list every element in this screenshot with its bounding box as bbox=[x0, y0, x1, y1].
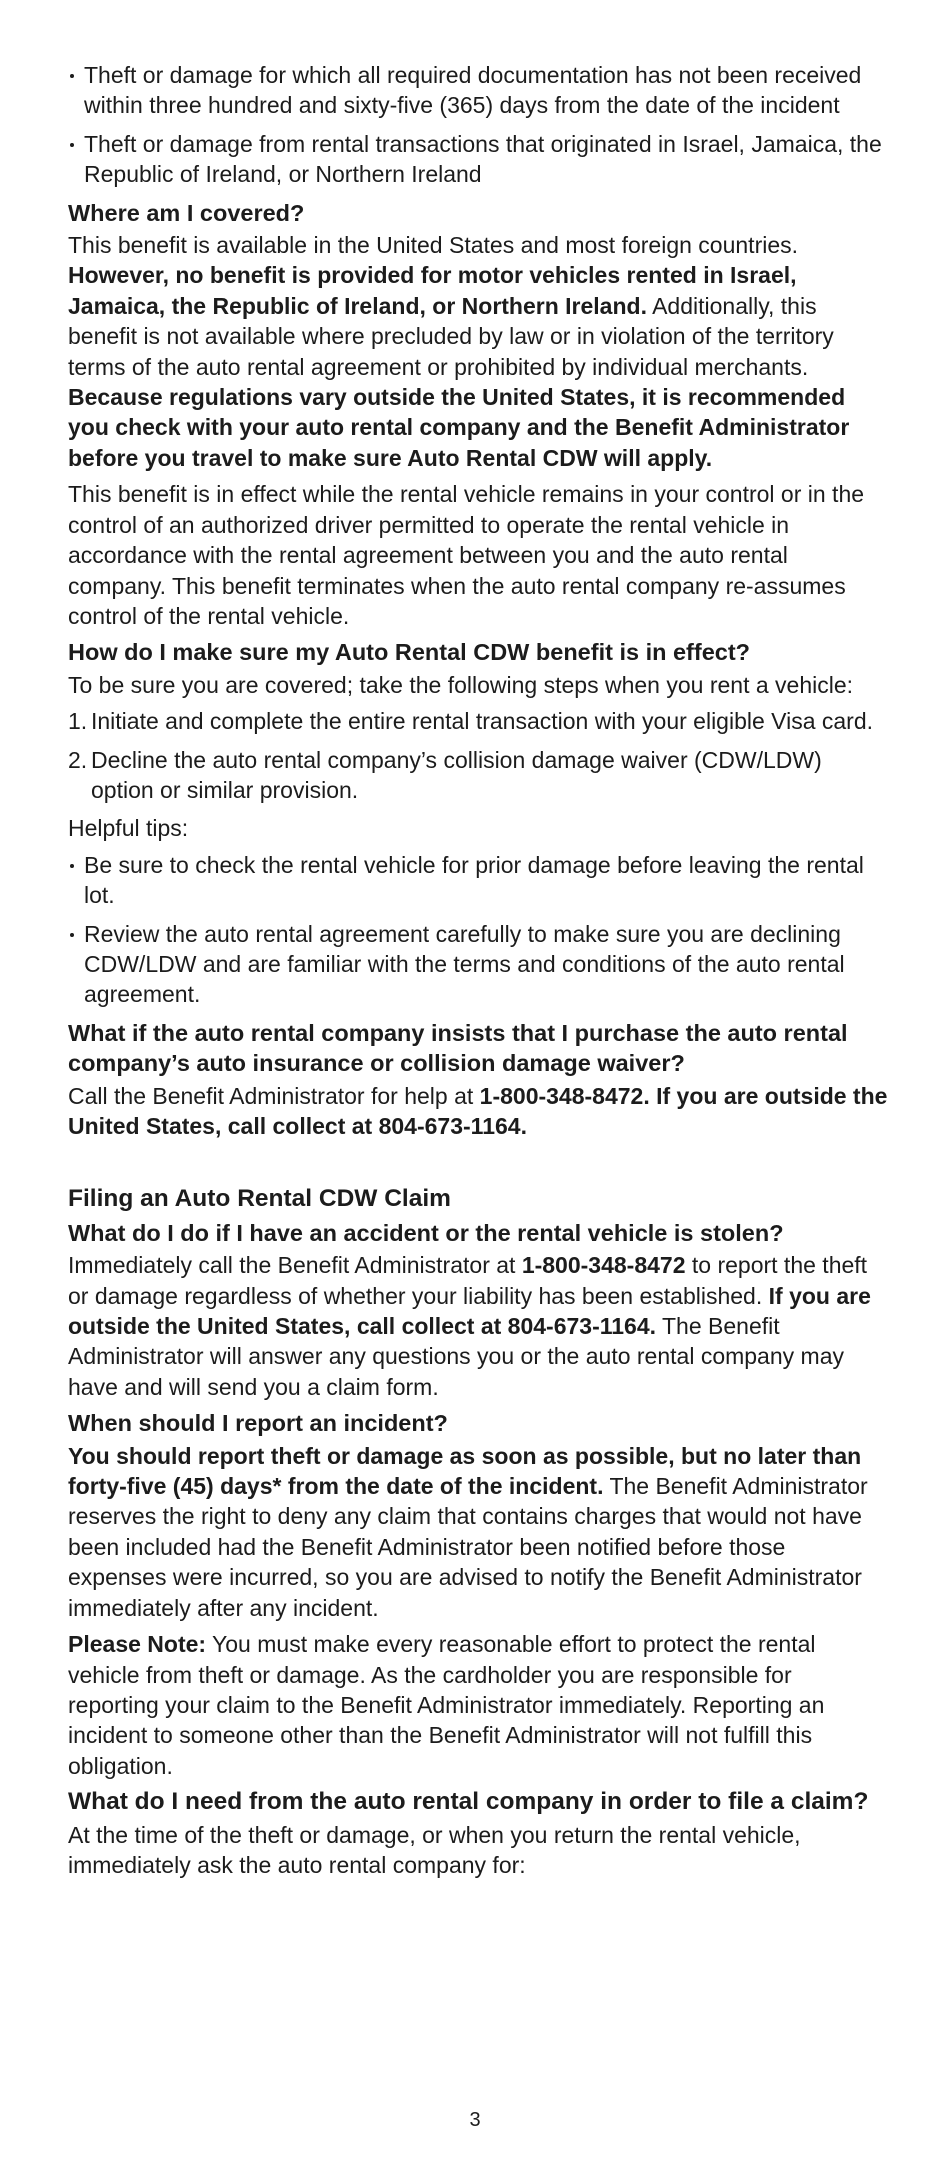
text-run: You must make every reasonable effort to protect the rental vehicle from theft or damage. As the cardholder you are responsible for reporting your claim to the Benefit Administrator immediately. Reporting an incident to someone other than the Benefit Administrator will not fulfill this obligation. bbox=[68, 1631, 825, 1779]
text-run: to report the theft or damage regardless of whether your liability has been established. bbox=[68, 1252, 868, 1309]
text-run: Immediately call the Benefit Administrator at bbox=[68, 1252, 522, 1279]
accident-paragraph bbox=[68, 1250, 888, 1402]
in-effect-intro: To be sure you are covered; take the following steps when you rent a vehicle: bbox=[68, 671, 854, 698]
text-run: Call the Benefit Administrator for help at bbox=[68, 1082, 480, 1109]
in-effect-heading: How do I make sure my Auto Rental CDW benefit is in effect? bbox=[68, 639, 751, 666]
where-covered-paragraph bbox=[68, 230, 888, 473]
list-item: Theft or damage for which all required documentation has not been received within three hundred and sixty-five (365) days from the date of the incident bbox=[68, 60, 888, 121]
accident-heading: What do I do if I have an accident or the rental vehicle is stolen? bbox=[68, 1219, 784, 1246]
note-label: Please Note: bbox=[68, 1631, 207, 1658]
bold-text-run: You should report theft or damage as soon as possible, but no later than forty-five (45) days* from the date of the incident. bbox=[68, 1442, 862, 1500]
benefit-in-effect-paragraph: This benefit is in effect while the rental vehicle remains in your control or in the control of an authorized driver permitted to operate the rental vehicle in accordance with the rental agreement between you and the auto rental company. This benefit terminates when the auto rental company re-assumes control of the rental vehicle. bbox=[68, 481, 865, 629]
phone-number: 1-800-348-8472 bbox=[521, 1252, 686, 1279]
step-number: 1. bbox=[68, 708, 88, 735]
text-run: The Benefit Administrator will answer any questions you or the auto rental company may have and will send you a claim form. bbox=[68, 1313, 844, 1400]
text-run: This benefit is available in the United States and most foreign countries. bbox=[68, 232, 799, 259]
list-item: Review the auto rental agreement carefully to make sure you are declining CDW/LDW and are familiar with the terms and conditions of the auto rental agreement. bbox=[68, 919, 888, 1010]
steps-list bbox=[68, 706, 888, 805]
please-note-paragraph bbox=[68, 1629, 888, 1781]
page-number: 3 bbox=[469, 2109, 481, 2131]
exclusions-list bbox=[68, 60, 888, 190]
insists-heading: What if the auto rental company insists that I purchase the auto rental company’s auto insurance or collision damage waiver? bbox=[68, 1019, 848, 1077]
list-item: Theft or damage from rental transactions that originated in Israel, Jamaica, the Republic of Ireland, or Northern Ireland bbox=[68, 129, 888, 190]
document-page bbox=[68, 60, 888, 1886]
bold-text-run: 1-800-348-8472. If you are outside the United States, call collect at 804-673-1164. bbox=[68, 1082, 888, 1139]
insists-paragraph bbox=[68, 1081, 888, 1142]
list-item: Be sure to check the rental vehicle for prior damage before leaving the rental lot. bbox=[68, 850, 888, 911]
list-item bbox=[68, 706, 888, 736]
text-run: Additionally, this benefit is not available where precluded by law or in violation of the territory terms of the auto rental agreement or prohibited by individual merchants. bbox=[68, 292, 834, 380]
bold-text-run: Because regulations vary outside the United States, it is recommended you check with your auto rental company and the Benefit Administrator before you travel to make sure Auto Rental CDW will apply. bbox=[68, 384, 850, 471]
bold-text-run: If you are outside the United States, call collect at 804-673-1164. bbox=[68, 1282, 871, 1340]
list-item bbox=[68, 745, 888, 806]
text-run: The Benefit Administrator reserves the right to deny any claim that contains charges that would not have been included had the Benefit Administrator been notified before those expenses were incurred, so you are advised to notify the Benefit Administrator immediately after any incident. bbox=[68, 1473, 868, 1621]
filing-section-title: Filing an Auto Rental CDW Claim bbox=[68, 1185, 451, 1213]
helpful-tips-label: Helpful tips: bbox=[68, 815, 189, 842]
need-paragraph: At the time of the theft or damage, or when you return the rental vehicle, immediately ask the auto rental company for: bbox=[68, 1821, 801, 1878]
report-heading: When should I report an incident? bbox=[68, 1410, 448, 1437]
tips-list bbox=[68, 850, 888, 1010]
step-text: Initiate and complete the entire rental transaction with your eligible Visa card. bbox=[91, 708, 874, 735]
need-heading: What do I need from the auto rental company in order to file a claim? bbox=[68, 1788, 869, 1816]
step-text: Decline the auto rental company’s collision damage waiver (CDW/LDW) option or similar provision. bbox=[91, 746, 822, 803]
section-spacer bbox=[68, 1147, 888, 1181]
report-paragraph bbox=[68, 1441, 888, 1623]
where-covered-heading: Where am I covered? bbox=[68, 199, 305, 226]
bold-text-run: However, no benefit is provided for motor vehicles rented in Israel, Jamaica, the Republic of Ireland, or Northern Ireland. bbox=[68, 262, 797, 319]
step-number: 2. bbox=[68, 746, 88, 773]
